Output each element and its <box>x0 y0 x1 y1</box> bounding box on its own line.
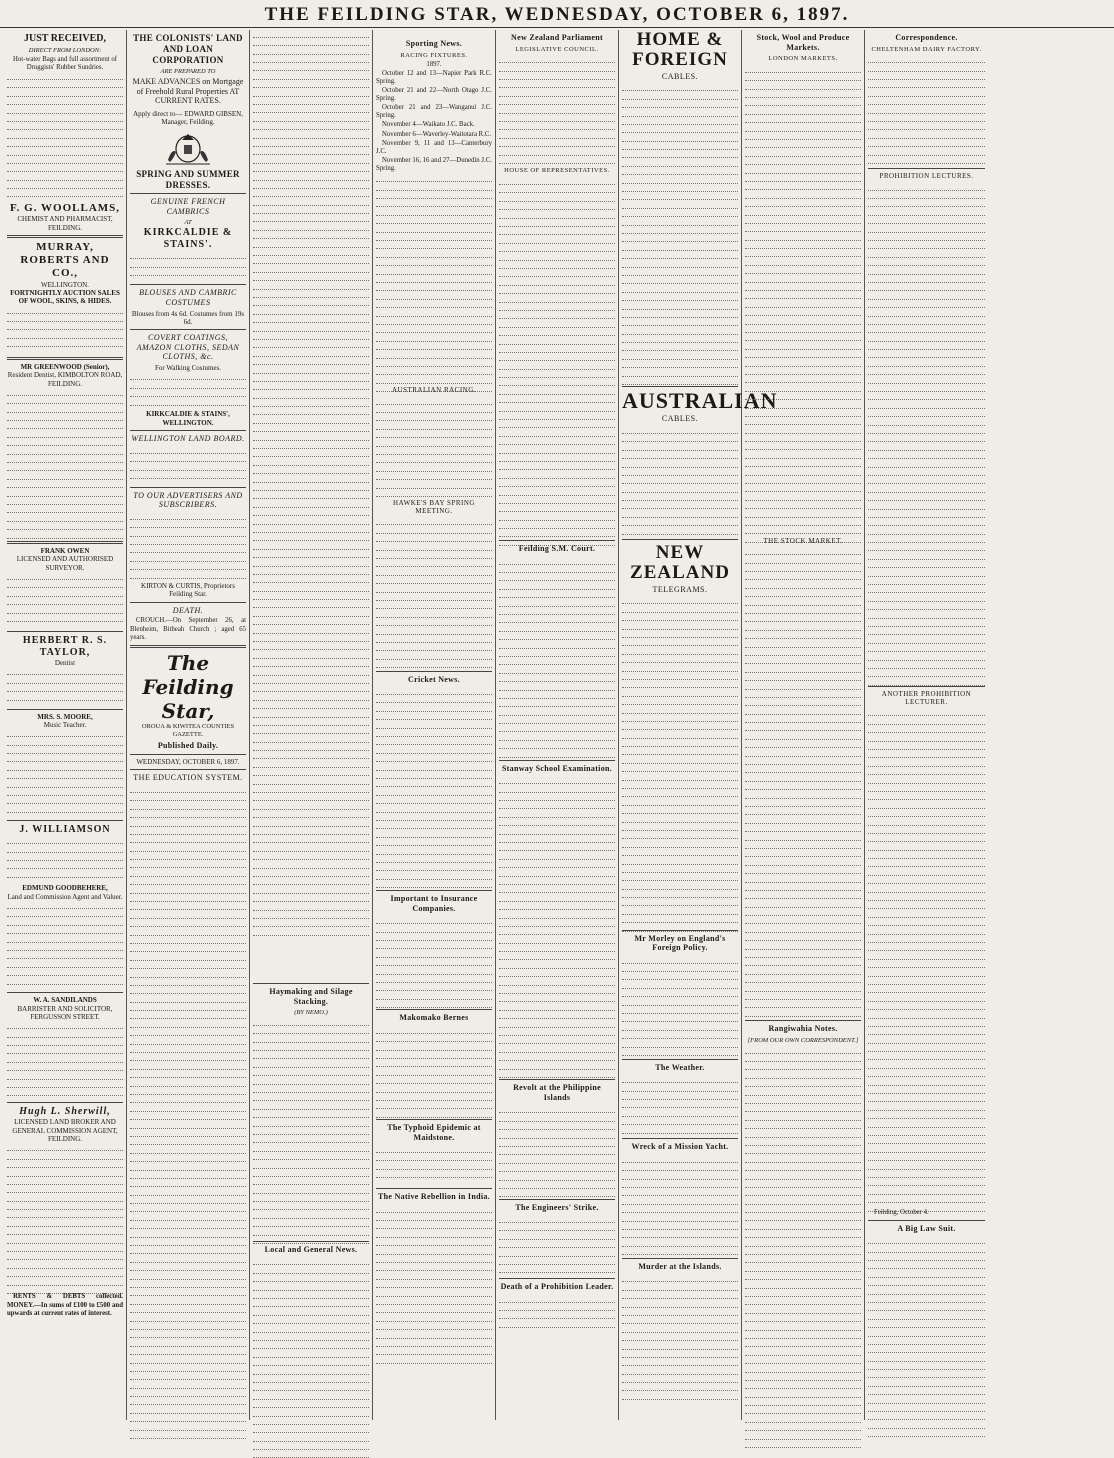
ad-kirkcaldie-contact: KIRKCALDIE & STAINS', WELLINGTON. <box>146 410 230 427</box>
ad-spring-dresses-title: SPRING AND SUMMER DRESSES. <box>136 168 240 190</box>
fixture-item: October 21 and 22—North Otago J.C. Spring. <box>376 86 492 103</box>
telegrams-text <box>622 597 738 927</box>
col4-top-text <box>376 30 492 36</box>
ad-just-received-sub: DIRECT FROM LONDON: <box>28 47 102 54</box>
ad-sandilands-name: W. A. SANDILANDS <box>33 996 97 1005</box>
dairy-factory-sub: CHELTENHAM DAIRY FACTORY. <box>871 45 982 53</box>
home-foreign-cables-sub: CABLES. <box>661 71 699 81</box>
column-8 <box>865 30 988 1420</box>
ad-chemist-text <box>7 72 123 202</box>
hawkes-bay-heading: HAWKE'S BAY SPRING MEETING. <box>393 498 475 516</box>
ad-owen-name: FRANK OWEN <box>40 546 90 555</box>
legislative-council-sub: LEGISLATIVE COUNCIL. <box>515 45 599 53</box>
australian-racing-heading: AUSTRALIAN RACING. <box>391 386 477 395</box>
typhoid-text <box>376 1145 492 1185</box>
ad-woollams-name: F. G. WOOLLAMS, <box>9 202 121 215</box>
ad-murray-sub: WELLINGTON. <box>41 280 89 289</box>
mission-yacht-text <box>622 1155 738 1255</box>
ad-greenwood-name: MR GREENWOOD (Senior), <box>20 362 110 371</box>
australian-cables-sub: CABLES. <box>661 414 699 424</box>
ad-just-received-body: Hot-water Bags and full assortment of Druggists' Rubber Sundries. <box>12 55 117 71</box>
ad-advertisers-title: TO OUR ADVERTISERS AND SUBSCRIBERS. <box>133 490 243 510</box>
rangiwahia-sub: [FROM OUR OWN CORRESPONDENT.] <box>747 1036 859 1044</box>
ad-coatings-sub: For Walking Costumes. <box>154 364 221 373</box>
sm-court-heading: Feilding S.M. Court. <box>518 544 596 554</box>
ad-land-board-title: WELLINGTON LAND BOARD. <box>131 434 245 444</box>
ad-murray-body: FORTNIGHTLY AUCTION SALES OF WOOL, SKINS, & HIDES. <box>10 289 120 306</box>
death-notice: CROUCH.—On September 26, at Blenheim, Bitheah Church ; aged 65 years. <box>130 617 246 641</box>
fixture-item: November 16, 16 and 27—Dunedin J.C. Spring. <box>376 157 492 173</box>
markets-heading: Stock, Wool and Produce Markets. <box>756 33 850 52</box>
ad-at-label: AT <box>184 218 192 226</box>
engineers-strike-text <box>499 1215 615 1275</box>
haymaking-byline: (BY NEMO.) <box>294 1009 328 1017</box>
home-foreign-heading: HOME & FOREIGN <box>632 29 728 70</box>
paper-published-daily: Published Daily. <box>157 741 219 751</box>
new-zealand-heading: NEW ZEALAND <box>630 542 730 583</box>
death-title: DEATH. <box>172 605 204 615</box>
prohibition-lectures-text <box>868 183 985 683</box>
insurance-text <box>376 916 492 1006</box>
fixture-item: October 12 and 13—Napier Park R.C. Spring. <box>376 69 492 85</box>
column-7 <box>742 30 865 1420</box>
new-zealand-telegrams-sub: TELEGRAMS. <box>652 584 708 594</box>
ad-murray-name: MURRAY, ROBERTS AND CO., <box>20 241 110 280</box>
another-lecturer-text <box>868 709 985 1209</box>
ad-advertisers-sign: KIRTON & CURTIS, Proprietors Feilding Star. <box>141 582 235 599</box>
ad-goodbehere-sub: Land and Commission Agent and Valuer. <box>7 892 123 901</box>
fixture-item: November 9, 11 and 13—Canterbury J.C. <box>376 139 492 155</box>
makomako-heading: Makomako Bernes <box>399 1013 469 1023</box>
ad-williamson-name: J. WILLIAMSON <box>19 824 111 836</box>
stanway-text <box>499 776 615 1076</box>
editorial-text <box>130 785 246 1425</box>
cricket-news-heading: Cricket News. <box>408 674 460 684</box>
ad-coatings-title: COVERT COATINGS, AMAZON CLOTHS, SEDAN CLOTHS, &c. <box>136 333 240 362</box>
big-law-suit-heading: A Big Law Suit. <box>897 1223 956 1233</box>
australian-cables-text <box>622 426 738 536</box>
ad-rents-footer: RENTS & DEBTS collected. MONEY.—In sums of £100 to £500 and upwards at current rates of interest. <box>7 1293 123 1317</box>
letter-signoff: Feilding, October 4. <box>874 1208 929 1216</box>
murder-islands-heading: Murder at the Islands. <box>638 1261 722 1271</box>
ad-loans-text <box>7 901 123 989</box>
ad-owen-sub: LICENSED AND AUTHORISED SURVEYOR. <box>16 555 114 572</box>
ad-colonists-body: MAKE ADVANCES on Mortgage of Freehold Rural Properties AT CURRENT RATES. <box>132 77 244 106</box>
australian-heading: AUSTRALIAN <box>622 388 778 414</box>
ad-sandilands-sub: BARRISTER AND SOLICITOR, FERGUSSON STREET. <box>17 1004 113 1021</box>
racing-fixtures-year: 1897. <box>426 61 442 69</box>
india-text <box>376 1205 492 1365</box>
morley-heading: Mr Morley on England's Foreign Policy. <box>634 933 726 953</box>
ad-owen-text <box>7 572 123 628</box>
mission-yacht-heading: Wreck of a Mission Yacht. <box>631 1142 729 1152</box>
ad-taylor-sub: Dentist <box>54 659 76 668</box>
rangiwahia-text <box>745 1046 861 1446</box>
editorial-title: THE EDUCATION SYSTEM. <box>133 773 243 783</box>
stock-market-text <box>745 547 861 1017</box>
ad-french-cambrics: GENUINE FRENCH CAMBRICS <box>150 197 226 216</box>
house-of-reps-heading: HOUSE OF REPRESENTATIVES. <box>504 167 610 175</box>
column-5 <box>496 30 619 1420</box>
sporting-news-heading: Sporting News. <box>405 39 463 48</box>
london-markets-sub: LONDON MARKETS. <box>768 55 838 63</box>
ad-kirkcaldie-name: KIRKCALDIE & STAINS'. <box>143 227 233 251</box>
fixture-item: November 6—Waverley-Waitotara R.C. <box>382 130 492 138</box>
ad-advertisers-text <box>130 512 246 582</box>
ad-woollams-sub: CHEMIST AND PHARMACIST, FEILDING. <box>17 215 113 232</box>
column-6 <box>619 29 778 1420</box>
ad-kirkcaldie-text <box>130 251 246 281</box>
home-foreign-text <box>622 83 738 383</box>
columns <box>4 30 1110 1420</box>
big-law-suit-text <box>868 1236 985 1436</box>
ad-blouses-title: BLOUSES AND CAMBRIC COSTUMES <box>139 288 237 307</box>
ad-sherwill-sub: LICENSED LAND BROKER AND GENERAL COMMISSION AGENT, FEILDING. <box>12 1118 118 1144</box>
racing-fixtures-list <box>376 70 492 174</box>
fixture-item: November 4—Waikato J.C. Back. <box>382 121 475 129</box>
legislative-council-text <box>499 55 615 165</box>
another-lecturer-heading: ANOTHER PROHIBITION LECTURER. <box>881 689 972 707</box>
dairy-factory-text <box>868 55 985 165</box>
ad-dentistry-text <box>7 388 123 538</box>
prohibition-leader-heading: Death of a Prohibition Leader. <box>500 1282 614 1292</box>
murder-islands-text <box>622 1275 738 1395</box>
ad-colonists-sub: ARE PREPARED TO <box>160 68 216 76</box>
fixture-item: October 21 and 23—Wanganui J.C. Spring. <box>376 104 492 120</box>
ad-colonists-title: THE COLONISTS' LAND AND LOAN CORPORATION <box>133 33 243 65</box>
masthead: THE FEILDING STAR, WEDNESDAY, OCTOBER 6, 1897. <box>0 0 1114 28</box>
london-markets-text <box>745 65 861 535</box>
ad-sandilands-text <box>7 1021 123 1099</box>
ad-greenwood-sub: Resident Dentist, KIMBOLTON ROAD, FEILDING. <box>7 371 123 388</box>
ad-goodbehere-name: EDMUND GOODBEHERE, <box>22 884 108 893</box>
insurance-heading: Important to Insurance Companies. <box>390 894 478 913</box>
paper-gazette: OROUA & KIWITEA COUNTIES GAZETTE. <box>141 722 235 738</box>
australian-racing-text <box>376 397 492 497</box>
weather-text <box>622 1075 738 1135</box>
prohibition-lectures-heading: PROHIBITION LECTURES. <box>879 172 974 181</box>
column-3 <box>250 30 373 1420</box>
morley-text <box>622 956 738 1056</box>
correspondence-heading: Correspondence. <box>895 33 958 42</box>
india-heading: The Native Rebellion in India. <box>378 1192 490 1202</box>
rangiwahia-heading: Rangiwahia Notes. <box>768 1024 838 1034</box>
ad-taylor-text <box>7 668 123 706</box>
ad-coatings-text <box>130 372 246 410</box>
column-1 <box>4 30 127 1420</box>
weather-heading: The Weather. <box>655 1062 705 1072</box>
editorial-continued-text <box>253 30 369 980</box>
hawkes-bay-text <box>376 518 492 668</box>
ad-moore-name: MRS. S. MOORE, <box>37 712 93 721</box>
column-4 <box>373 30 496 1420</box>
ad-moore-sub: Music Teacher. <box>43 720 87 729</box>
ad-land-board-text <box>130 446 246 484</box>
column-2 <box>127 30 250 1420</box>
haymaking-heading: Haymaking and Silage Stacking. <box>269 987 353 1006</box>
philippines-text <box>499 1106 615 1196</box>
prohibition-leader-text <box>499 1295 615 1335</box>
ad-taylor-name: HERBERT R. S. TAYLOR, <box>22 635 108 659</box>
editorial-date: WEDNESDAY, OCTOBER 6, 1897. <box>136 758 240 767</box>
makomako-text <box>376 1026 492 1116</box>
local-news-text <box>253 1258 369 1458</box>
racing-fixtures-sub: RACING FIXTURES. <box>400 51 468 59</box>
ad-lessons-text <box>7 729 123 817</box>
ad-blouses-body: Blouses from 4s 6d. Costumes from 19s 6d. <box>131 309 245 326</box>
royal-crest-icon <box>162 130 214 166</box>
ad-williamson-text <box>7 836 123 884</box>
sm-court-text <box>499 557 615 757</box>
ad-sherwill-name: Hugh L. Sherwill, <box>19 1106 111 1118</box>
haymaking-text <box>253 1018 369 1238</box>
house-of-reps-text <box>499 177 615 537</box>
stanway-heading: Stanway School Examination. <box>501 763 613 773</box>
ad-murray-text <box>7 306 123 354</box>
paper-name: The Feilding Star, <box>142 650 234 723</box>
philippines-heading: Revolt at the Philippine Islands <box>513 1083 601 1102</box>
local-news-heading: Local and General News. <box>264 1244 358 1254</box>
sporting-news-text <box>376 174 492 384</box>
typhoid-heading: The Typhoid Epidemic at Maidstone. <box>387 1122 481 1142</box>
cricket-news-text <box>376 687 492 887</box>
parliament-heading: New Zealand Parliament <box>511 33 603 42</box>
ad-sherwill-text <box>7 1143 123 1293</box>
ad-colonists-contact: Apply direct to— EDWARD GIBSEN, Manager, Feilding. <box>133 109 243 127</box>
ad-just-received-title: JUST RECEIVED, <box>23 33 107 44</box>
stock-market-heading: THE STOCK MARKET. <box>763 536 843 545</box>
engineers-strike-heading: The Engineers' Strike. <box>515 1202 599 1212</box>
